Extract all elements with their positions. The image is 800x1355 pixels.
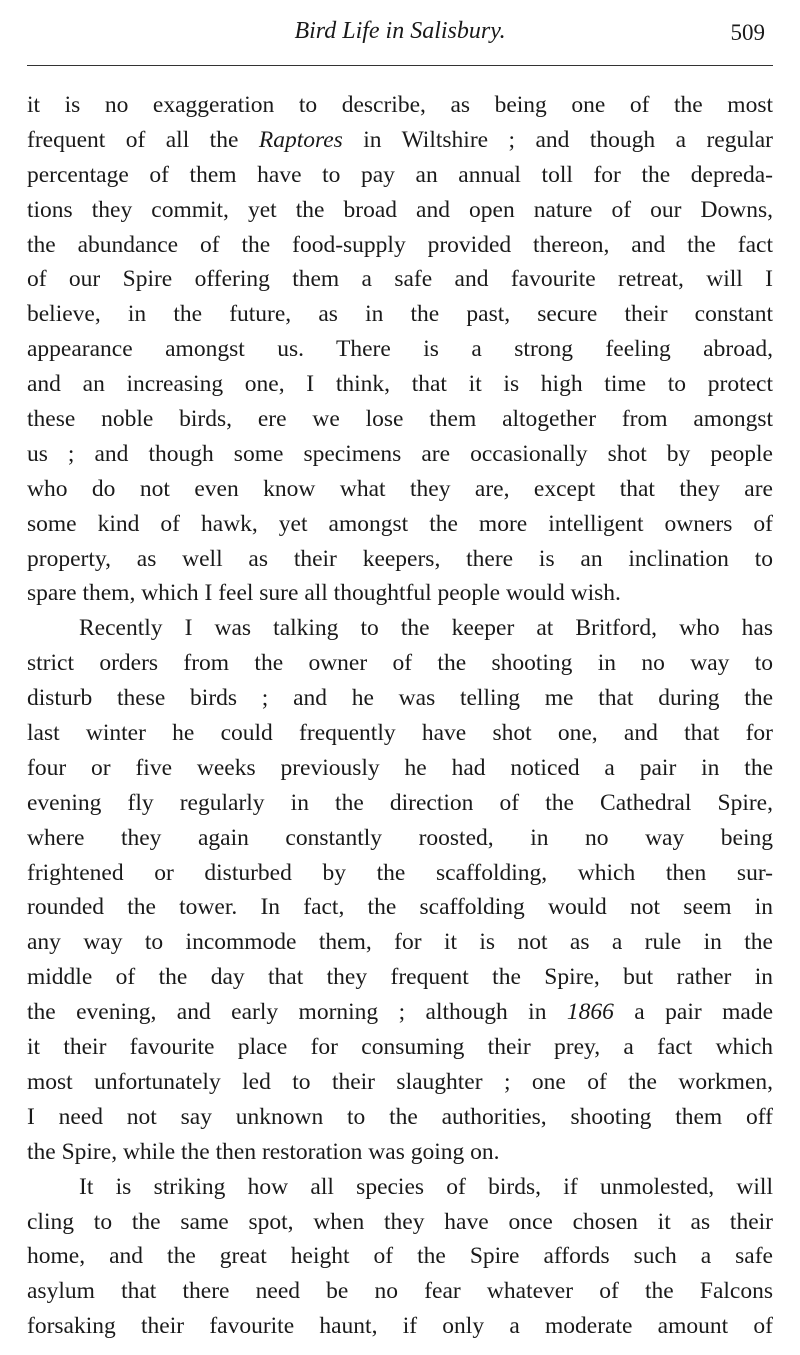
text-segment: evening fly regularly in the direction of the Cathedral Spire, bbox=[27, 789, 773, 816]
text-line bbox=[27, 297, 773, 332]
text-segment: strict orders from the owner of the shooting in no way to bbox=[27, 650, 773, 677]
text-line bbox=[27, 960, 773, 995]
text-line bbox=[27, 1065, 773, 1100]
text-segment: home, and the great height of the Spire affords such a safe bbox=[27, 1243, 773, 1270]
text-segment: believe, in the future, as in the past, secure their constant bbox=[27, 301, 773, 328]
italic-text: Raptores bbox=[258, 126, 343, 153]
text-line bbox=[27, 611, 773, 646]
text-line bbox=[27, 786, 773, 821]
text-segment: the evening, and early morning ; although in bbox=[27, 999, 567, 1026]
italic-text: 1866 bbox=[566, 999, 614, 1026]
text-line bbox=[27, 925, 773, 960]
text-segment: I need not say unknown to the authorities, shooting them off bbox=[27, 1103, 773, 1130]
text-line bbox=[27, 1309, 773, 1344]
text-line bbox=[27, 646, 773, 681]
text-line bbox=[27, 1135, 773, 1170]
text-segment: who do not even know what they are, except that they are bbox=[27, 475, 773, 502]
text-line bbox=[27, 123, 773, 158]
text-line bbox=[27, 1100, 773, 1135]
text-segment: frightened or disturbed by the scaffolding, which then sur- bbox=[27, 859, 773, 886]
text-line bbox=[27, 402, 773, 437]
text-line bbox=[27, 88, 773, 123]
header-rule bbox=[27, 65, 773, 66]
text-segment: of our Spire offering them a safe and favourite retreat, will I bbox=[27, 266, 773, 293]
text-line bbox=[27, 716, 773, 751]
page-header bbox=[27, 18, 773, 58]
text-segment: It is striking how all species of birds, if unmolested, will bbox=[79, 1173, 773, 1200]
running-title: Bird Life in Salisbury. bbox=[294, 18, 506, 44]
text-segment: forsaking their favourite haunt, if only a moderate amount of bbox=[27, 1313, 773, 1340]
text-line bbox=[27, 681, 773, 716]
text-segment: middle of the day that they frequent the Spire, but rather in bbox=[27, 964, 773, 991]
text-line bbox=[27, 542, 773, 577]
text-line bbox=[27, 367, 773, 402]
text-line bbox=[27, 856, 773, 891]
text-line bbox=[27, 1239, 773, 1274]
text-line bbox=[27, 1205, 773, 1240]
text-line bbox=[27, 193, 773, 228]
text-line bbox=[27, 1030, 773, 1065]
text-segment: some kind of hawk, yet amongst the more intelligent owners of bbox=[27, 510, 773, 537]
text-segment: asylum that there need be no fear whatever of the Falcons bbox=[27, 1278, 773, 1305]
page-number: 509 bbox=[730, 20, 765, 45]
text-segment: cling to the same spot, when they have once chosen it as their bbox=[27, 1208, 773, 1235]
text-segment: these noble birds, ere we lose them altogether from amongst bbox=[27, 406, 773, 433]
text-segment: tions they commit, yet the broad and open nature of our Downs, bbox=[27, 196, 773, 223]
text-line bbox=[27, 576, 773, 611]
text-segment: spare them, which I feel sure all thoughtful people would wish. bbox=[27, 580, 621, 607]
text-segment: disturb these birds ; and he was telling me that during the bbox=[27, 685, 773, 712]
text-segment: a pair made bbox=[613, 999, 773, 1026]
paragraph bbox=[27, 611, 773, 1169]
text-line bbox=[27, 228, 773, 263]
text-segment: us ; and though some specimens are occasionally shot by people bbox=[27, 440, 773, 467]
text-segment: the Spire, while the then restoration was going on. bbox=[27, 1138, 500, 1165]
text-segment: property, as well as their keepers, there is an inclination to bbox=[27, 545, 773, 572]
text-line bbox=[27, 1170, 773, 1205]
text-line bbox=[27, 821, 773, 856]
text-line bbox=[27, 158, 773, 193]
text-segment: and an increasing one, I think, that it is high time to protect bbox=[27, 371, 773, 398]
text-segment: any way to incommode them, for it is not as a rule in the bbox=[27, 929, 773, 956]
text-segment: where they again constantly roosted, in no way being bbox=[27, 824, 773, 851]
text-line bbox=[27, 995, 773, 1030]
text-segment: in Wiltshire ; and though a regular bbox=[342, 126, 773, 153]
paragraph bbox=[27, 1170, 773, 1344]
text-segment: most unfortunately led to their slaughter ; one of the workmen, bbox=[27, 1068, 773, 1095]
text-line bbox=[27, 437, 773, 472]
text-segment: last winter he could frequently have shot one, and that for bbox=[27, 720, 773, 747]
text-line bbox=[27, 751, 773, 786]
text-line bbox=[27, 472, 773, 507]
paragraph bbox=[27, 88, 773, 611]
text-line bbox=[27, 332, 773, 367]
text-segment: Recently I was talking to the keeper at Britford, who has bbox=[79, 615, 773, 642]
text-segment: the abundance of the food-supply provided thereon, and the fact bbox=[27, 231, 773, 258]
text-line bbox=[27, 507, 773, 542]
text-segment: four or five weeks previously he had noticed a pair in the bbox=[27, 754, 773, 781]
text-segment: rounded the tower. In fact, the scaffolding would not seem in bbox=[27, 894, 773, 921]
text-segment: it their favourite place for consuming their prey, a fact which bbox=[27, 1034, 773, 1061]
text-segment: appearance amongst us. There is a strong feeling abroad, bbox=[27, 336, 773, 363]
text-segment: percentage of them have to pay an annual toll for the depreda- bbox=[27, 161, 773, 188]
text-line bbox=[27, 1274, 773, 1309]
text-line bbox=[27, 262, 773, 297]
body-text bbox=[27, 88, 773, 1344]
text-segment: frequent of all the bbox=[27, 126, 259, 153]
text-segment: it is no exaggeration to describe, as being one of the most bbox=[27, 92, 773, 118]
text-line bbox=[27, 890, 773, 925]
